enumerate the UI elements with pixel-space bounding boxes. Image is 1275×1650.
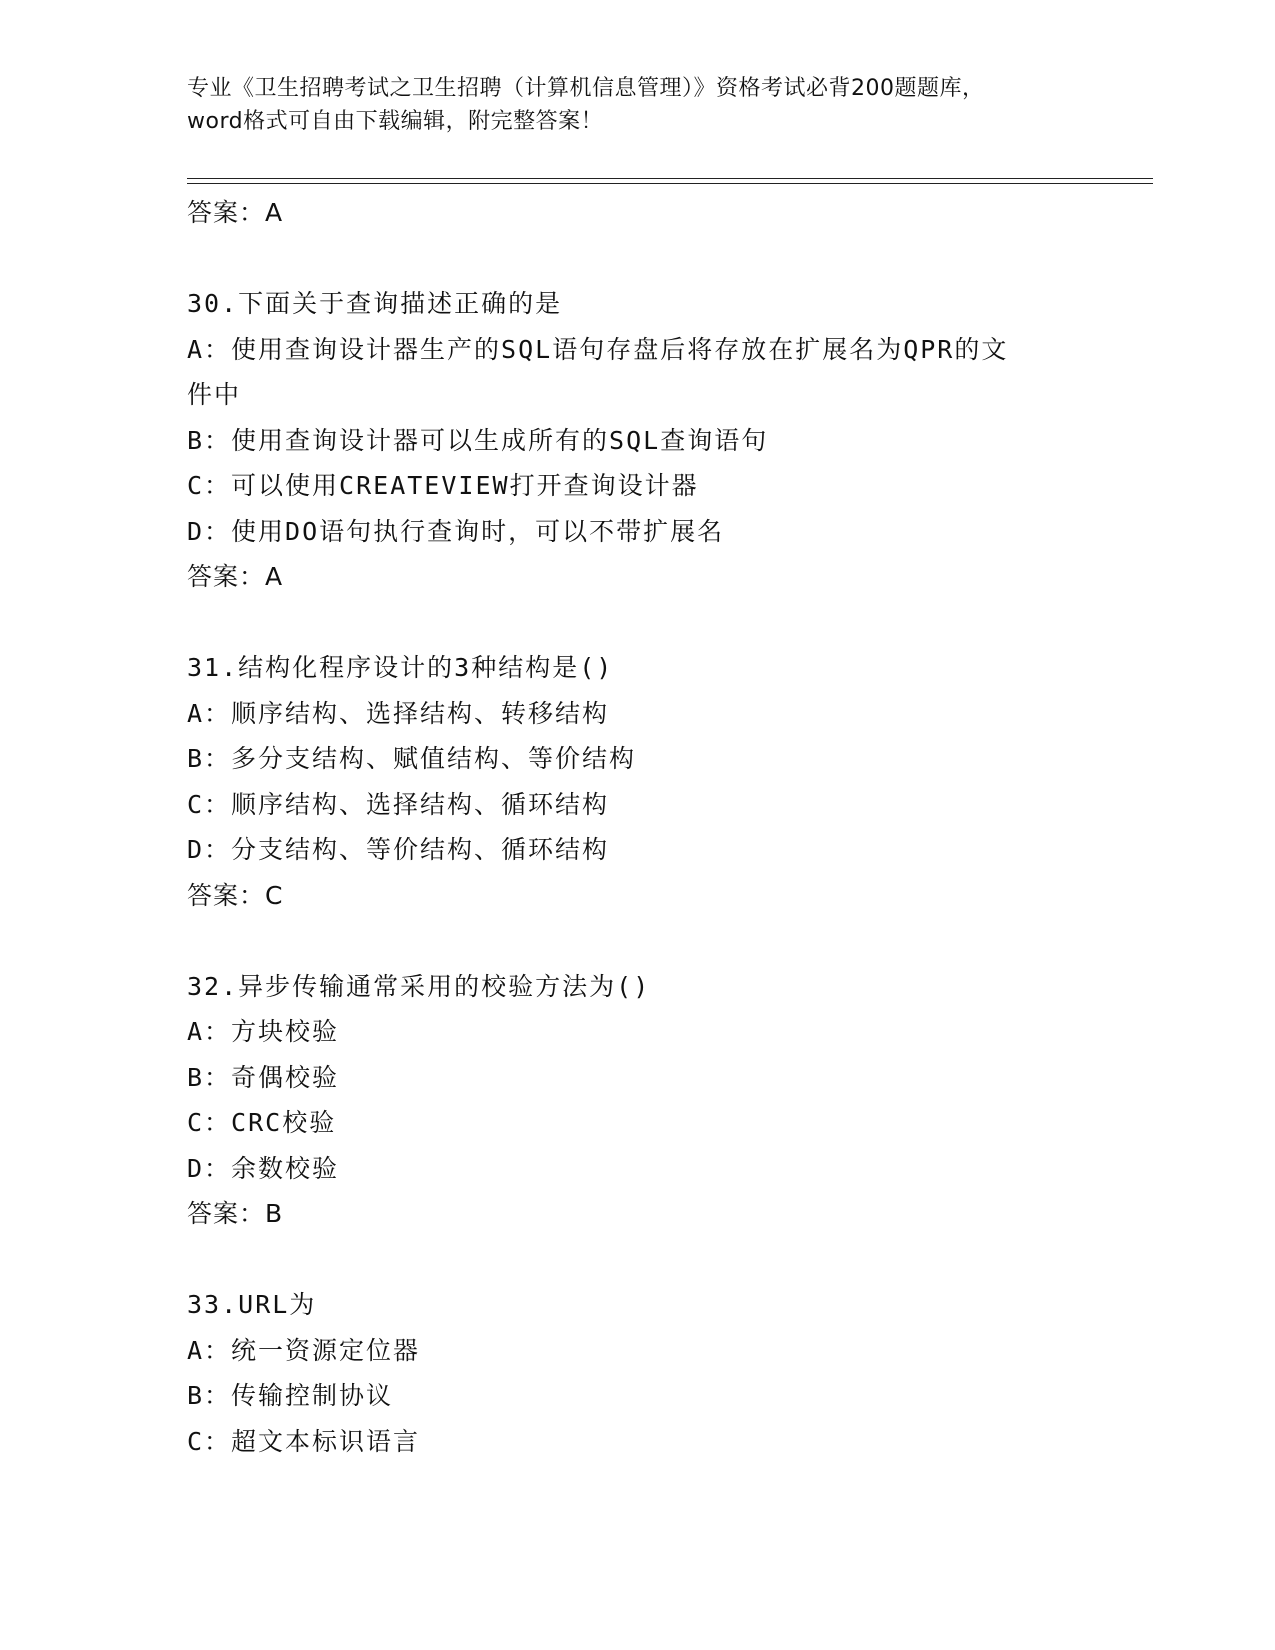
question-block-32 <box>187 964 1187 1238</box>
option-d: D：使用DO语句执行查询时，可以不带扩展名 <box>187 516 725 546</box>
option-b: B：多分支结构、赋值结构、等价结构 <box>187 744 637 773</box>
option-a: A：顺序结构、选择结构、转移结构 <box>187 698 610 728</box>
question-stem: 32.异步传输通常采用的校验方法为() <box>187 971 651 1001</box>
option-d: D：余数校验 <box>187 1153 340 1183</box>
option-d: D：分支结构、等价结构、循环结构 <box>187 835 610 864</box>
option-c: C：超文本标识语言 <box>187 1426 421 1456</box>
question-stem: 31.结构化程序设计的3种结构是() <box>187 653 614 682</box>
question-block-30 <box>187 281 1187 600</box>
question-block-33 <box>187 1282 1187 1464</box>
option-a: A：方块校验 <box>187 1017 340 1046</box>
header-divider-bottom <box>187 183 1153 184</box>
option-a: A：统一资源定位器 <box>187 1335 421 1365</box>
question-stem: 30.下面关于查询描述正确的是 <box>187 289 563 318</box>
option-c: C：CRC校验 <box>187 1108 337 1137</box>
question-block-31 <box>187 645 1187 919</box>
answer-line: 答案：A <box>187 562 284 591</box>
answer-line: 答案：A <box>187 198 284 227</box>
answer-line: 答案：C <box>187 880 284 910</box>
question-stem: 33.URL为 <box>187 1290 317 1319</box>
answer-line: 答案：B <box>187 1199 284 1228</box>
option-c: C：顺序结构、选择结构、循环结构 <box>187 789 610 819</box>
document-header <box>187 72 1087 138</box>
option-b: B：传输控制协议 <box>187 1381 394 1410</box>
option-a: A：使用查询设计器生产的SQL语句存盘后将存放在扩展名为QPR的文 <box>187 334 1009 364</box>
question-list <box>187 190 1187 1464</box>
header-line-1: 专业《卫生招聘考试之卫生招聘（计算机信息管理）》资格考试必背200题题库， <box>187 76 985 101</box>
option-c: C：可以使用CREATEVIEW打开查询设计器 <box>187 471 699 500</box>
header-divider-top <box>187 178 1153 179</box>
option-a-continued: 件中 <box>187 380 242 409</box>
option-b: B：奇偶校验 <box>187 1062 340 1092</box>
header-line-2: word格式可自由下载编辑，附完整答案！ <box>187 109 604 134</box>
option-b: B：使用查询设计器可以生成所有的SQL查询语句 <box>187 425 769 455</box>
